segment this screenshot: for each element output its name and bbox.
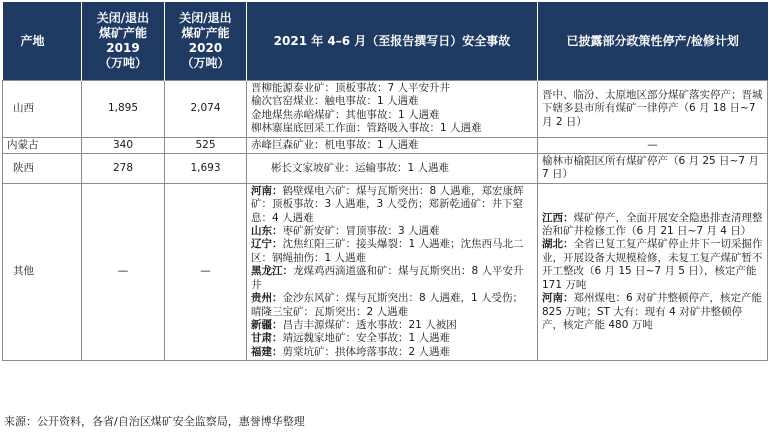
capacity-2019-cell: 340 [82, 137, 165, 153]
plans-cell [538, 183, 768, 360]
plan-province: 江西： [542, 211, 574, 224]
header-capacity-2019-line: 关闭/退出 [96, 11, 150, 25]
accidents-cell [247, 137, 538, 153]
accident-province: 山东： [251, 225, 283, 238]
header-capacity-2019-line: （万吨） [98, 56, 147, 70]
accident-province: 河南： [251, 184, 283, 197]
capacity-2019-cell: — [82, 183, 165, 360]
accident-text: 晋柳能源泰业矿：顶板事故：7 人平安升井 [251, 82, 451, 94]
accident-text: 昌吉丰源煤矿：透水事故：21 人被困 [282, 318, 457, 331]
plan-province: 河南： [542, 292, 574, 305]
accident-province: 辽宁： [251, 238, 283, 251]
accident-text: 金地煤焦赤峪煤矿：其他事故：1 人遇难 [251, 108, 440, 121]
accident-text: 剪棠坑矿：拱体垮落事故：2 人遇难 [282, 345, 451, 358]
accident-text: 沈焦红阳三矿：接头爆裂：1 人遇难；沈焦西马北二区：钢绳抽伤：1 人遇难 [251, 238, 524, 264]
accident-text: 柳林寨崖底回采工作面：管路吸入事故：1 人遇难 [251, 122, 482, 135]
table-row [3, 137, 768, 153]
region-cell: 其他 [3, 183, 82, 360]
capacity-2019-cell: 278 [82, 154, 165, 184]
table-row [3, 81, 768, 138]
header-capacity-2020 [165, 2, 247, 81]
region-cell: 山西 [3, 81, 82, 138]
accident-province: 甘肃： [251, 332, 283, 345]
plan-text: 煤矿停产，全面开展安全隐患排查清理整治和矿井检修工作（6 月 21 日~7 月 4 日） [542, 211, 763, 238]
plan-text: 郑州煤电：6 对矿井整顿停产，核定产能 825 万吨；ST 大有：现有 4 对矿井整顿停产，核定产能 480 万吨 [542, 292, 763, 331]
header-capacity-2020-line: （万吨） [181, 56, 230, 70]
accident-text: 龙煤鸡西滴道盛和矿：煤与瓦斯突出：8 人平安升井 [251, 265, 524, 291]
capacity-2020-cell: 525 [165, 137, 247, 153]
accident-item [251, 109, 533, 122]
accident-item [251, 225, 533, 238]
header-accidents: 2021 年 4–6 月（至报告撰写日）安全事故 [247, 2, 538, 81]
accident-item [251, 139, 533, 152]
accident-item [251, 265, 533, 292]
plan-text: 全省已复工复产煤矿停止井下一切采掘作业，开展设备大规模检修，未复工复产煤矿暂不开工整改（6 月 15 日~7 月 5 日），核定产能 171 万吨 [542, 238, 763, 291]
plan-item [542, 212, 763, 239]
plan-text: 晋中、临汾、太原地区部分煤矿落实停产；晋城下辖多县市所有煤矿一律停产（6 月 18 日~7 月 2 日） [542, 88, 763, 128]
accident-text: 彬长文家坡矿业：运输事故：1 人遇难 [271, 161, 450, 174]
accident-item [251, 238, 533, 265]
region-cell: 内蒙古 [3, 137, 82, 153]
accident-item [251, 346, 533, 359]
plan-item [542, 155, 763, 182]
accident-province: 新疆： [251, 318, 283, 331]
accident-text: 榆次官窑煤业：触电事故：1 人遇难 [251, 95, 419, 108]
header-capacity-2019 [82, 2, 165, 81]
capacity-2019-cell: 1,895 [82, 81, 165, 138]
table-row [3, 183, 768, 360]
accident-item [251, 82, 533, 95]
header-plans: 已披露部分政策性停产/检修计划 [538, 2, 768, 81]
header-region: 产地 [3, 2, 82, 81]
source-note: 来源：公开资料，各省/自治区煤矿安全监察局，惠誉博华整理 [4, 415, 305, 428]
accident-text: 赤峰巨森矿业：机电事故：1 人遇难 [251, 138, 419, 151]
capacity-2020-cell: 2,074 [165, 81, 247, 138]
header-capacity-2020-line: 关闭/退出 [179, 11, 232, 25]
accidents-cell [247, 81, 538, 138]
header-capacity-2019-line: 2019 [106, 41, 140, 55]
header-capacity-2019-line: 煤矿产能 [98, 26, 147, 40]
accidents-cell [247, 183, 538, 360]
plans-cell [538, 81, 768, 138]
accident-province: 黑龙江： [251, 265, 293, 278]
plans-cell [538, 137, 768, 153]
accident-item [251, 332, 533, 345]
accident-item [251, 292, 533, 319]
accident-item [251, 122, 533, 135]
header-capacity-2020-line: 煤矿产能 [181, 26, 230, 40]
accident-text: 枣矿新安矿：冒顶事故：3 人遇难 [282, 225, 440, 238]
accident-item [271, 162, 533, 175]
accident-province: 贵州： [251, 292, 283, 305]
accident-text: 鹤壁煤电六矿：煤与瓦斯突出：8 人遇难，郑宏康辉矿：顶板事故：3 人遇难，3 人受伤；郑新乾通矿：井下窒息：4 人遇难 [251, 184, 524, 224]
capacity-2020-cell: 1,693 [165, 154, 247, 184]
accident-item [251, 185, 533, 225]
accident-text: 靖远魏家地矿：安全事故：1 人遇难 [282, 332, 451, 345]
capacity-2020-cell: — [165, 183, 247, 360]
plans-cell [538, 154, 768, 184]
header-capacity-2020-line: 2020 [188, 41, 223, 55]
plan-item [542, 139, 763, 152]
accident-item [251, 95, 533, 108]
plan-text: 榆林市榆阳区所有煤矿停产（6 月 25 日~7 月 7 日） [542, 155, 759, 181]
plan-item [542, 292, 763, 332]
accident-item [251, 319, 533, 332]
plan-province: 湖北： [542, 238, 574, 251]
header-row [3, 2, 768, 81]
coal-safety-table [2, 2, 768, 361]
accident-text: 金沙东风矿：煤与瓦斯突出：8 人遇难，1 人受伤；晴隆三宝矿：瓦斯突出：2 人遇难 [251, 292, 524, 318]
accident-province: 福建： [251, 345, 283, 358]
table-row [3, 154, 768, 184]
accidents-cell [247, 154, 538, 184]
plan-text: — [647, 138, 658, 151]
plan-item [542, 89, 763, 129]
plan-item [542, 238, 763, 292]
region-cell: 陕西 [3, 154, 82, 184]
